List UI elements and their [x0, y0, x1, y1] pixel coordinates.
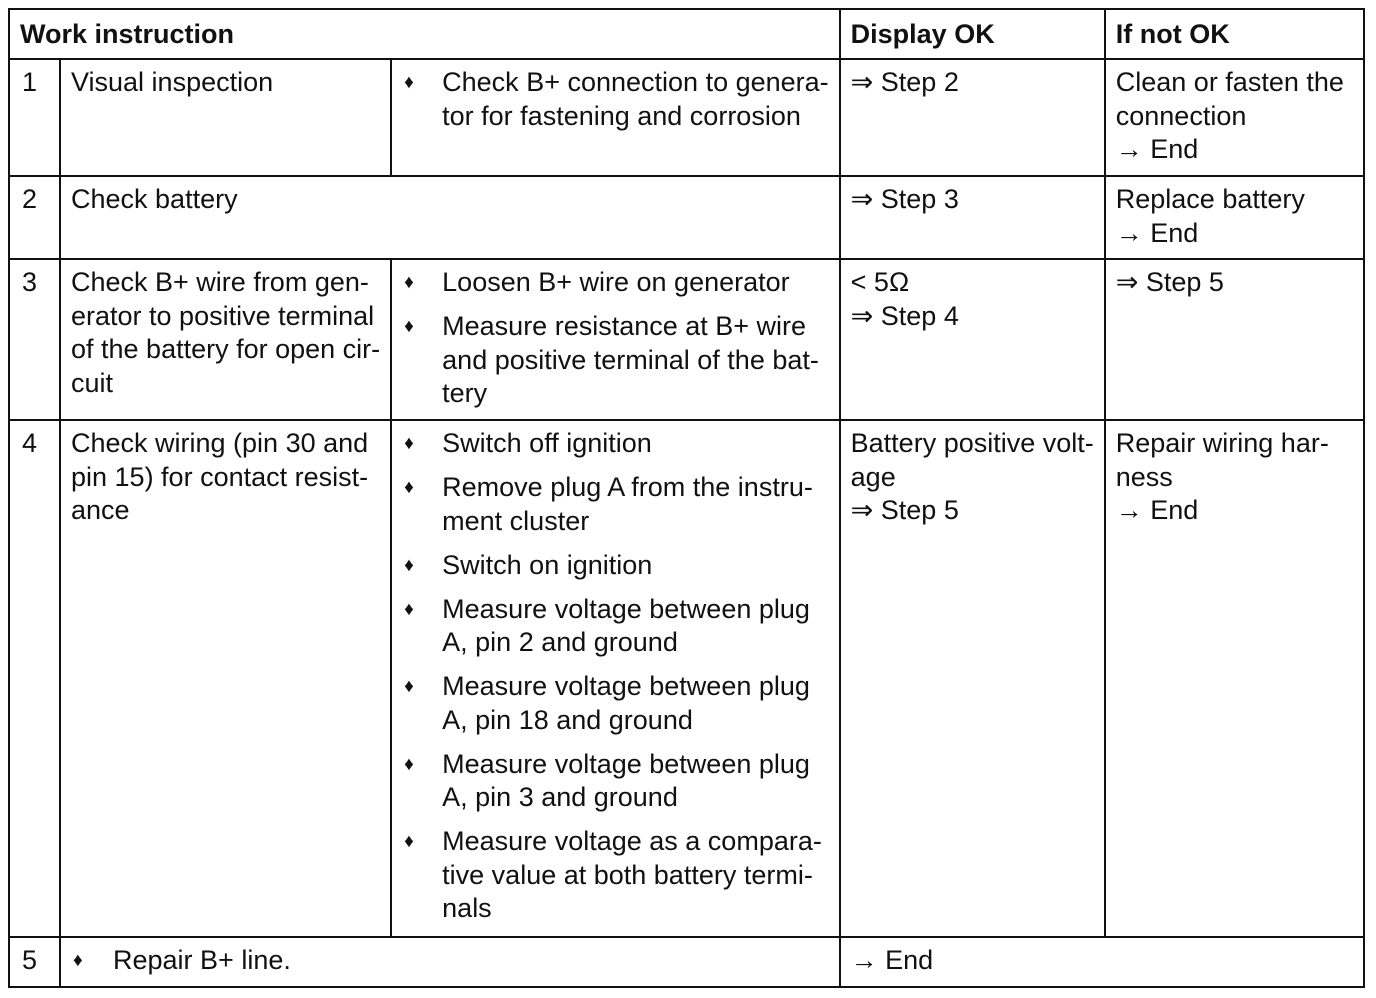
if-not-ok-cell	[1105, 176, 1364, 259]
bullet-text: and positive terminal of the bat-	[442, 344, 819, 375]
bullet-text: Measure voltage between plug	[442, 671, 810, 701]
instruction-cell	[60, 59, 391, 176]
instruction-text: erator to positive terminal	[71, 300, 375, 331]
display-ok-text: ⇒ Step 5	[850, 495, 959, 525]
diamond-bullet-icon: ♦	[73, 950, 83, 971]
table-row	[9, 176, 1364, 259]
diamond-bullet-icon: ♦	[404, 831, 414, 852]
if-not-ok-text: → End	[1115, 217, 1199, 248]
bullet-text: nals	[442, 893, 492, 923]
step-number: 5	[9, 937, 60, 987]
bullet-text: A, pin 2 and ground	[442, 627, 678, 657]
display-ok-text: ⇒ Step 2	[850, 67, 959, 97]
display-ok-text: Battery positive volt-	[850, 428, 1094, 458]
if-not-ok-text: ness	[1115, 461, 1173, 492]
if-not-ok-text: Clean or fasten the	[1115, 67, 1344, 97]
bullet-item	[402, 549, 829, 583]
header-display-ok: Display OK	[840, 9, 1105, 59]
if-not-ok-cell	[1105, 59, 1364, 176]
table-row	[9, 259, 1364, 420]
diamond-bullet-icon: ♦	[404, 753, 414, 775]
if-not-ok-text: ⇒ Step 5	[1115, 267, 1224, 297]
work-instruction-document	[8, 8, 1365, 988]
bullet-text: Check B+ connection to genera-	[442, 67, 829, 97]
instruction-cell	[60, 259, 391, 420]
display-ok-cell: → End	[840, 937, 1364, 987]
diamond-bullet-icon: ♦	[404, 598, 414, 620]
bullet-item	[402, 310, 829, 411]
bullet-item	[402, 825, 829, 926]
step-number: 1	[9, 59, 60, 176]
display-ok-cell	[840, 176, 1105, 259]
instruction-text: Check wiring (pin 30 and	[71, 428, 369, 458]
step-number: 4	[9, 420, 60, 937]
instruction-text: Check battery	[71, 184, 238, 214]
display-ok-text: < 5Ω	[850, 267, 910, 297]
bullet-item	[402, 471, 829, 538]
bullet-text: Repair B+ line.	[113, 945, 291, 975]
instruction-cell	[60, 420, 391, 937]
bullet-text: Measure voltage between plug	[442, 748, 810, 779]
bullet-text: Measure voltage as a compara-	[442, 826, 822, 856]
steps-cell	[60, 937, 840, 987]
bullet-text: Measure resistance at B+ wire	[442, 311, 807, 341]
work-instruction-table	[8, 8, 1365, 988]
diamond-bullet-icon: ♦	[404, 316, 414, 337]
diamond-bullet-icon: ♦	[404, 433, 414, 454]
diamond-bullet-icon: ♦	[404, 554, 414, 576]
step-number: 3	[9, 259, 60, 420]
display-ok-cell	[840, 259, 1105, 420]
bullet-text: Remove plug A from the instru-	[442, 472, 813, 502]
steps-cell	[391, 259, 840, 420]
header-row	[9, 9, 1364, 59]
bullet-text: A, pin 18 and ground	[442, 704, 693, 735]
instruction-text: cuit	[71, 367, 114, 398]
bullet-item	[402, 748, 829, 815]
bullet-text: Measure voltage between plug	[442, 593, 810, 624]
table-row	[9, 420, 1364, 937]
diamond-bullet-icon: ♦	[404, 272, 414, 293]
diamond-bullet-icon: ♦	[404, 676, 414, 697]
diamond-bullet-icon: ♦	[404, 72, 414, 93]
table-row	[9, 937, 1364, 987]
bullet-text: A, pin 3 and ground	[442, 782, 678, 812]
steps-cell	[391, 420, 840, 937]
display-ok-text: ⇒ Step 3	[850, 184, 959, 214]
bullet-item	[402, 593, 829, 660]
step-number: 2	[9, 176, 60, 259]
bullet-text: ment cluster	[442, 505, 590, 536]
display-ok-text: ⇒ Step 4	[850, 300, 959, 331]
bullet-text: tive value at both battery termi-	[442, 859, 813, 890]
bullet-text: tor for fastening and corrosion	[442, 100, 801, 131]
bullet-item	[71, 944, 829, 978]
display-ok-cell	[840, 420, 1105, 937]
display-ok-text: age	[850, 461, 896, 492]
instruction-cell	[60, 176, 840, 259]
if-not-ok-text: connection	[1115, 100, 1247, 131]
if-not-ok-cell	[1105, 420, 1364, 937]
instruction-text: of the battery for open cir-	[71, 334, 381, 364]
bullet-item	[402, 670, 829, 737]
if-not-ok-text: → End	[1115, 134, 1199, 164]
diamond-bullet-icon: ♦	[404, 477, 414, 498]
header-if-not-ok: If not OK	[1105, 9, 1364, 59]
instruction-text: pin 15) for contact resist-	[71, 461, 369, 492]
bullet-item	[402, 66, 829, 133]
bullet-text: Switch off ignition	[442, 428, 652, 458]
if-not-ok-text: Repair wiring har-	[1115, 428, 1329, 458]
bullet-item	[402, 266, 829, 300]
header-work-instruction: Work instruction	[9, 9, 840, 59]
steps-cell	[391, 59, 840, 176]
bullet-item	[402, 427, 829, 461]
if-not-ok-cell	[1105, 259, 1364, 420]
table-row	[9, 59, 1364, 176]
instruction-text: Visual inspection	[71, 67, 274, 97]
if-not-ok-text: Replace battery	[1115, 184, 1305, 214]
instruction-text: Check B+ wire from gen-	[71, 267, 369, 297]
bullet-text: Loosen B+ wire on generator	[442, 267, 790, 297]
display-ok-cell	[840, 59, 1105, 176]
bullet-text: tery	[442, 378, 488, 408]
if-not-ok-text: → End	[1115, 495, 1199, 525]
bullet-text: Switch on ignition	[442, 549, 653, 580]
instruction-text: ance	[71, 495, 130, 525]
